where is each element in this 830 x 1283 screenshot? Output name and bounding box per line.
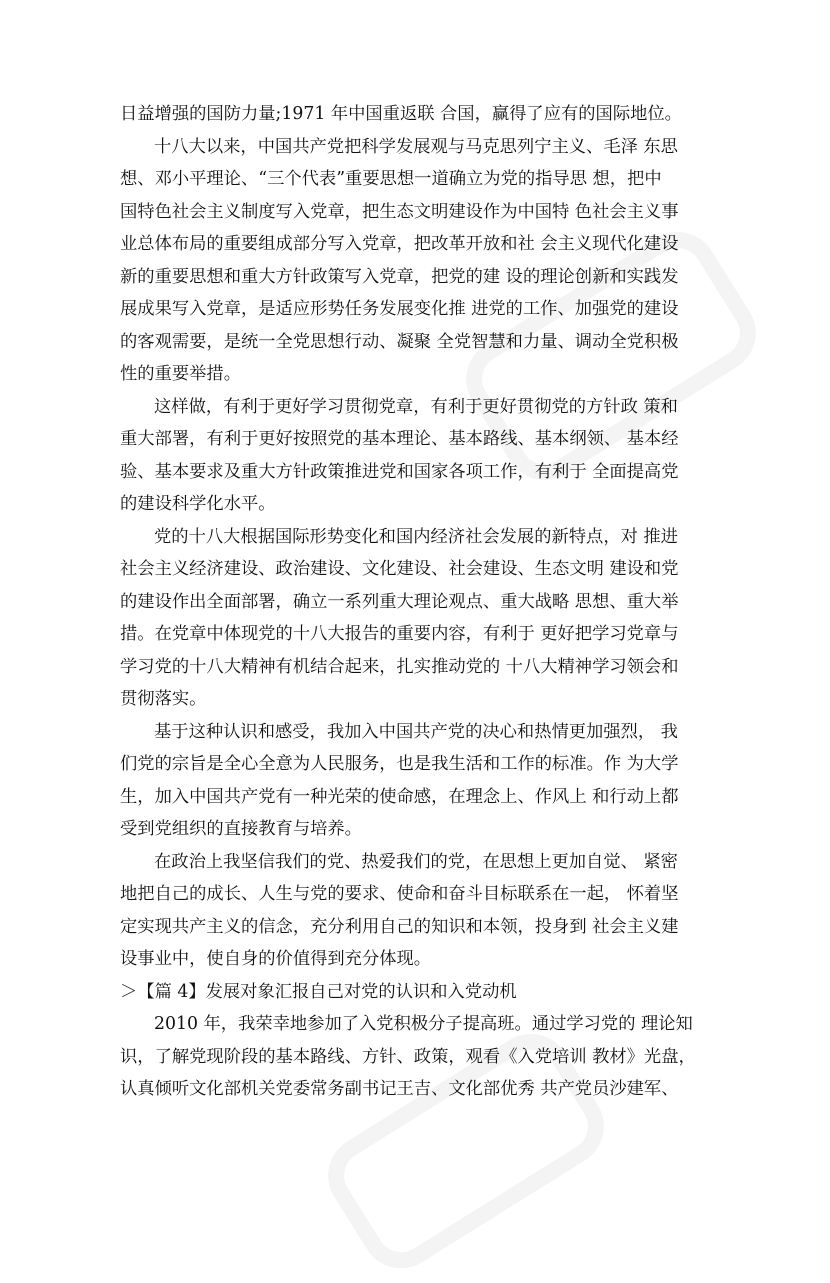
text-line: 社会主义经济建设、政治建设、文化建设、社会建设、生态文明 建设和党 [120,559,679,579]
text-line: 想、邓小平理论、“三个代表”重要思想一道确立为党的指导思 想，把中 [120,169,662,189]
text-line: 措。在党章中体现党的十八大报告的重要内容，有利于 更好把学习党章与 [120,624,679,644]
text-line: 展成果写入党章，是适应形势任务发展变化推 进党的工作、加强党的建设 [120,299,679,319]
text-line: 设事业中，使自身的价值得到充分体现。 [120,949,432,969]
text-line: 生，加入中国共产党有一种光荣的使命感，在理念上、作风上 和行动上都 [120,786,679,807]
text-line: 党的十八大根据国际形势变化和国内经济社会发展的新特点，对 推进 [154,526,678,547]
body-text [120,98,730,1106]
text-line: 的客观需要，是统一全党思想行动、凝聚 全党智慧和力量、调动全党积极 [120,331,679,352]
text-line: 学习党的十八大精神有机结合起来，扎实推动党的 十八大精神学习领会和 [120,656,679,677]
text-line: 的建设作出全面部署，确立一系列重大理论观点、重大战略 思想、重大举 [120,591,679,612]
text-line: 日益增强的国防力量;1971 年中国重返联 合国，赢得了应有的国际地位。 [120,104,682,124]
text-line: 这样做，有利于更好学习贯彻党章，有利于更好贯彻党的方针政 策和 [154,396,678,417]
text-line: 在政治上我坚信我们的党、热爱我们的党，在思想上更加自觉、 紧密 [154,851,678,872]
text-line: 识，了解党现阶段的基本路线、方针、政策，观看《入党培训 教材》光盘， [120,1046,696,1067]
text-line: 受到党组织的直接教育与培养。 [120,819,362,839]
text-line: 认真倾听文化部机关党委常务副书记王吉、文化部优秀 共产党员沙建军、 [120,1079,679,1099]
text-line: 业总体布局的重要组成部分写入党章，把改革开放和社 会主义现代化建设 [120,234,679,254]
text-line: 2010 年，我荣幸地参加了入党积极分子提高班。通过学习党的 理论知 [154,1014,693,1034]
text-line: 性的重要举措。 [120,364,241,384]
text-line: 十八大以来，中国共产党把科学发展观与马克思列宁主义、毛泽 东思 [154,136,678,157]
text-line: 新的重要思想和重大方针政策写入党章，把党的建 设的理论创新和实践发 [120,266,679,287]
text-line: 的建设科学化水平。 [120,494,276,514]
text-line: 地把自己的成长、人生与党的要求、使命和奋斗目标联系在一起， 怀着坚 [120,884,679,904]
text-line: 定实现共产主义的信念，充分利用自己的知识和本领，投身到 社会主义建 [120,916,679,937]
text-line: 国特色社会主义制度写入党章，把生态文明建设作为中国特 色社会主义事 [120,201,679,222]
text-line: 重大部署，有利于更好按照党的基本理论、基本路线、基本纲领、 基本经 [120,429,679,449]
text-line: 基于这种认识和感受，我加入中国共产党的决心和热情更加强烈， 我 [154,721,678,742]
text-line: 们党的宗旨是全心全意为人民服务，也是我生活和工作的标准。作 为大学 [120,754,679,774]
text-line: ＞【篇 4】发展对象汇报自己对党的认识和入党动机 [120,981,517,1002]
text-line: 验、基本要求及重大方针政策推进党和国家各项工作，有利于 全面提高党 [120,461,679,482]
text-line: 贯彻落实。 [120,689,207,709]
